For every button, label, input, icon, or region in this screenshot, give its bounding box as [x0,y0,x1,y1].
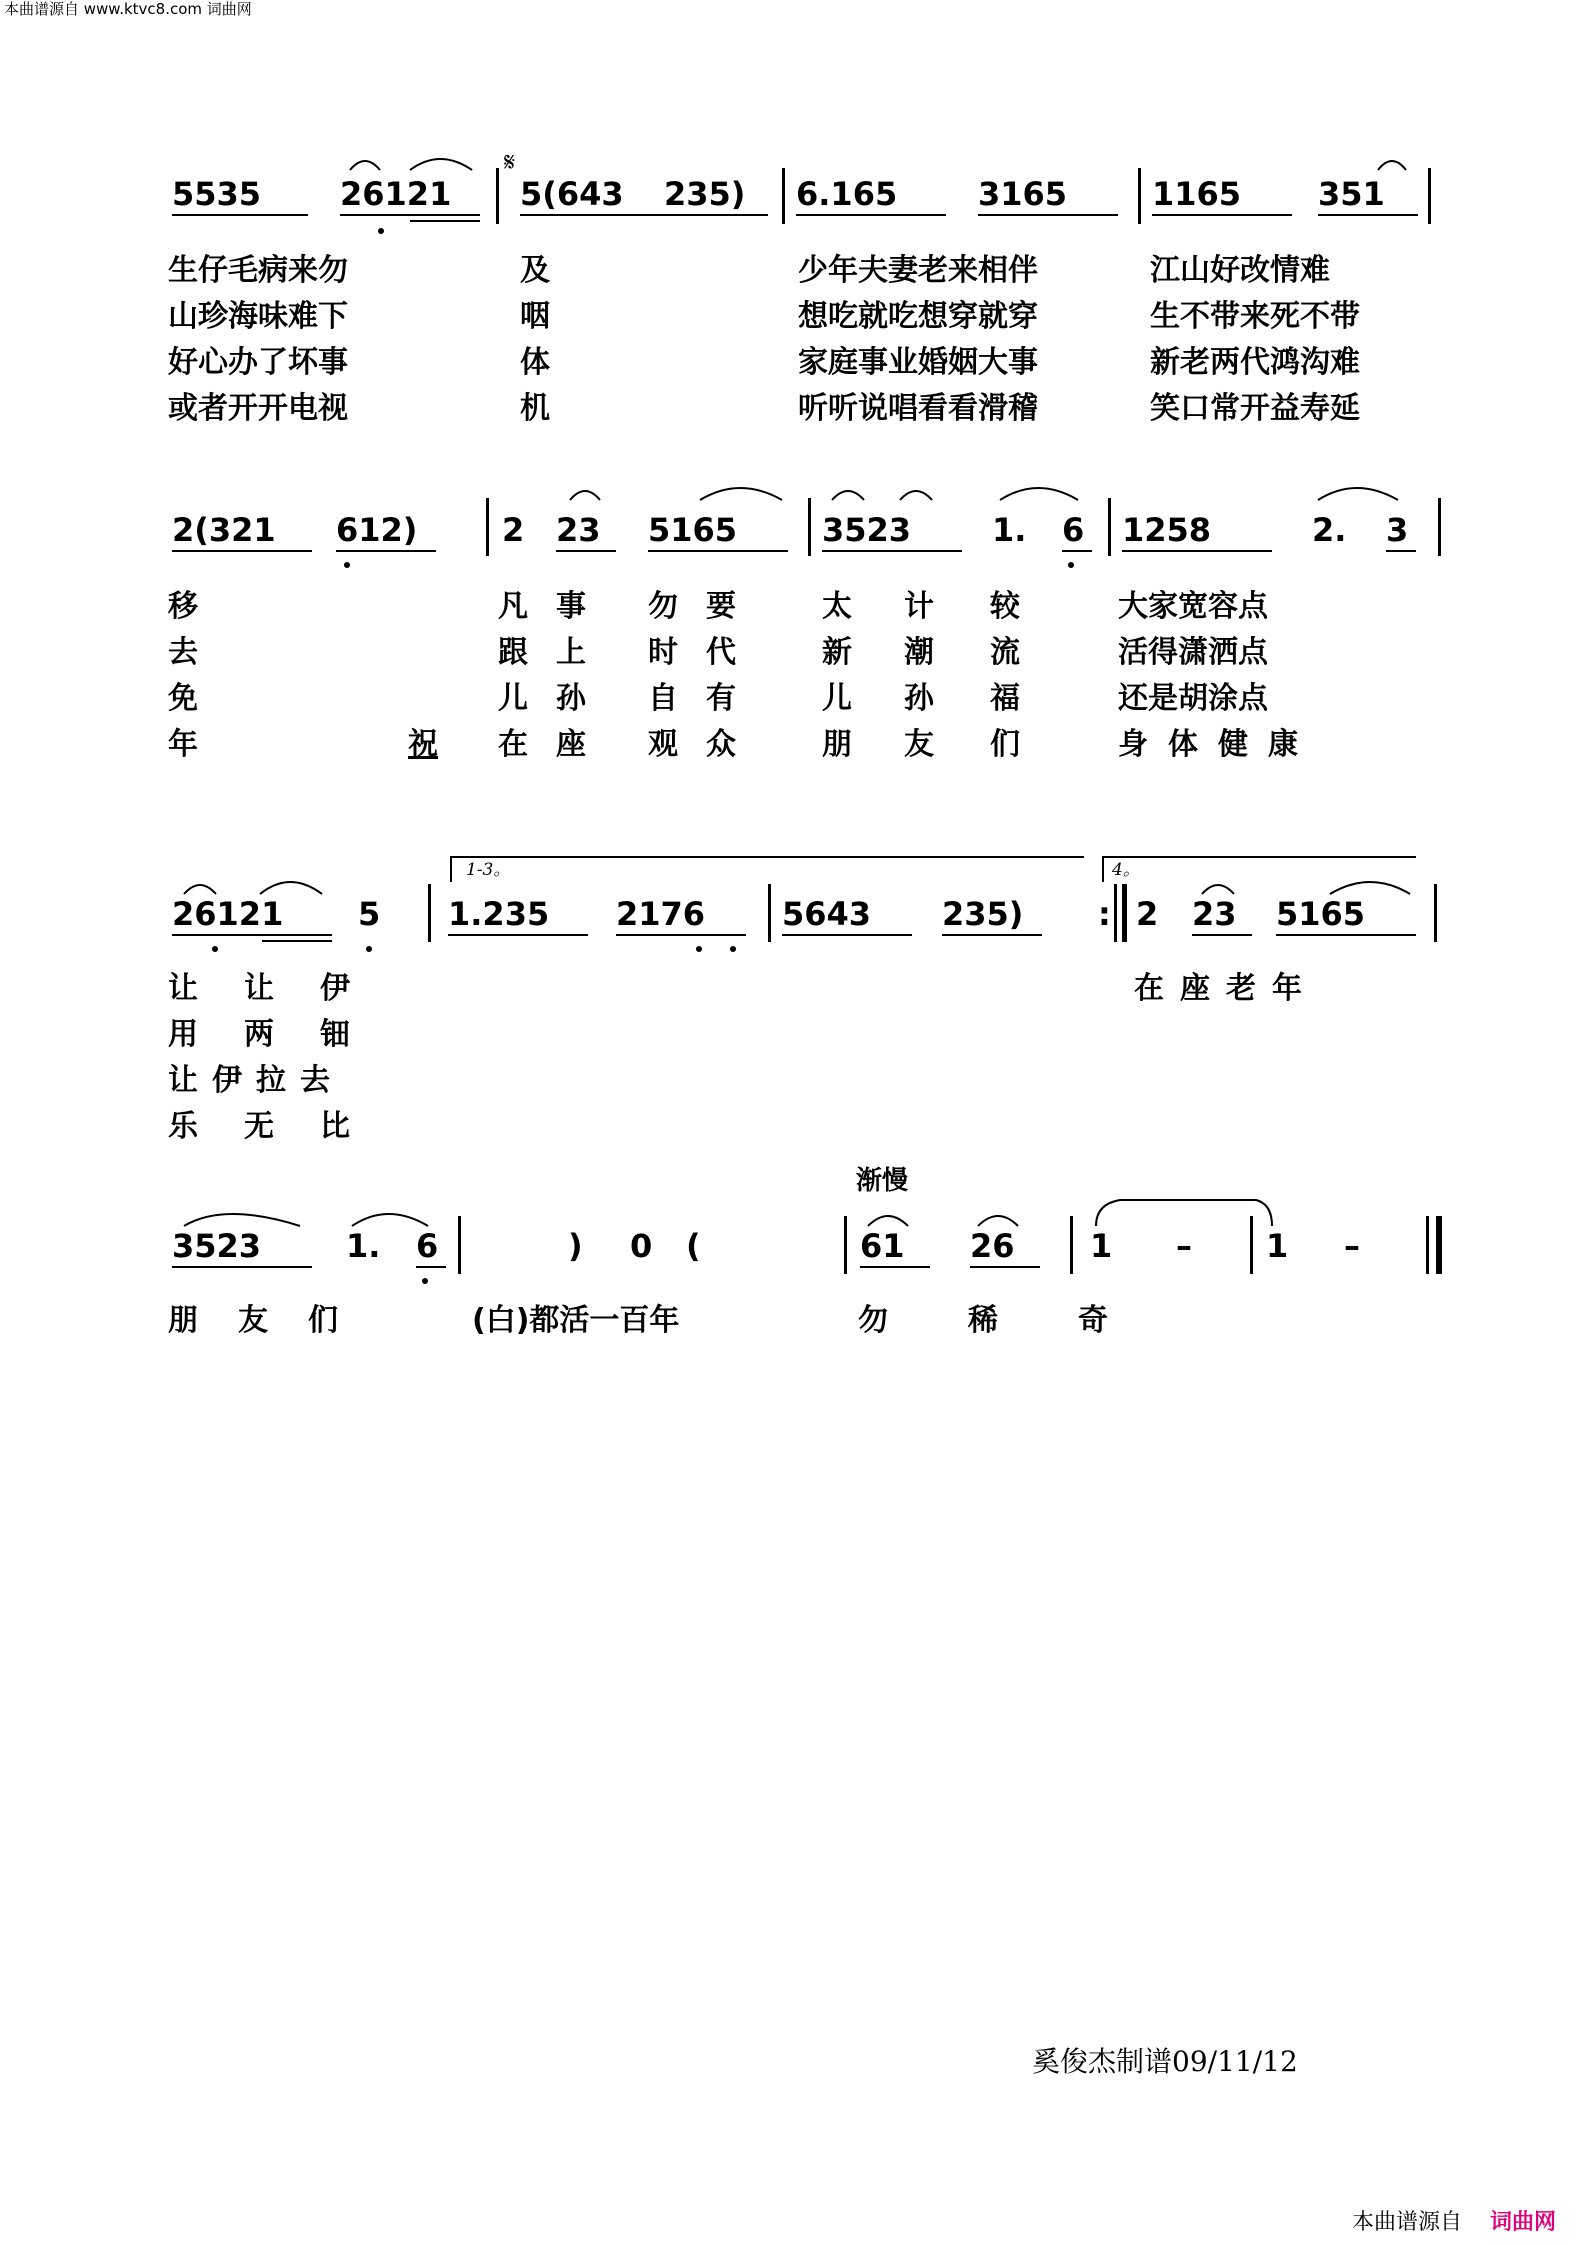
note-group: 5535 [172,175,262,213]
lyric-d: 生不带来死不带 [1150,299,1360,334]
lyric-b: 机 [520,391,550,426]
lyric: 用两钿 [168,1017,396,1052]
octave-dot [730,946,736,952]
tempo-mark: 渐慢 [856,1166,909,1196]
note-group: 3165 [978,175,1068,213]
octave-dot [422,1278,428,1284]
note-group: 3523 [822,511,912,549]
lyric: 移 [168,589,198,624]
slur-marks [0,440,1586,560]
note-group: 1165 [1152,175,1242,213]
note-group: ( [686,1227,701,1265]
segno-sign: 𝄋 [504,148,516,178]
lyric: 去 [168,635,198,670]
lyric: 跟上 [498,635,614,670]
note-group: 1258 [1122,511,1212,549]
note-group: 235) [664,175,746,213]
note-group: 23 [1192,895,1237,933]
lyric-b: 体 [520,345,550,380]
lyric: 较 [990,589,1020,624]
lyric: 还是胡涂点 [1118,681,1268,716]
note-group: 351 [1318,175,1385,213]
octave-dot [212,946,218,952]
lyric: 福 [990,681,1020,716]
first-ending-label: 1-3。 [466,860,511,880]
lyric: 在座老年 [1134,971,1318,1006]
lyric: 时代 [648,635,764,670]
lyric: 乐无比 [168,1109,396,1144]
lyric-d: 笑口常开益寿延 [1150,391,1360,426]
note-group: 3 [1386,511,1409,549]
lyric: 活得潇洒点 [1118,635,1268,670]
note-group: 5643 [782,895,872,933]
note-group: 235) [942,895,1024,933]
source-header: 本曲谱源自 www.ktvc8.com 词曲网 [4,0,252,18]
lyric: 朋友们 [168,1303,378,1338]
note-group: – [1176,1227,1192,1265]
note-group: 26 [970,1227,1015,1265]
note-group: ) [568,1227,583,1265]
note-group: 26121 [172,895,284,933]
lyric: 在座 [498,727,614,762]
note-group: 1 [1266,1227,1289,1265]
octave-dot [696,946,702,952]
note-group: 5165 [1276,895,1366,933]
note-group: – [1344,1227,1360,1265]
lyric-b: 及 [520,253,550,288]
lyric-a: 山珍海味难下 [168,299,348,334]
lyric-b: 咽 [520,299,550,334]
lyric: 新潮 [822,635,986,670]
lyric-d: 新老两代鸿沟难 [1150,345,1360,380]
note-group: 26121 [340,175,452,213]
lyric: 自有 [648,681,764,716]
octave-dot [344,562,350,568]
note-group: 5(643 [520,175,624,213]
note-group: 1.235 [448,895,550,933]
footer-site-logo[interactable]: 词曲网 [1490,2210,1557,2235]
note-group: 6 [1062,511,1085,549]
note-group: 61 [860,1227,905,1265]
lyric: 太计 [822,589,986,624]
lyric: 祝 [408,727,438,762]
note-group: 0 [630,1227,653,1265]
lyric: 观众 [648,727,764,762]
note-group: 6 [416,1227,439,1265]
lyric: (白)都活一百年 [472,1303,680,1338]
beat-underline [262,940,332,942]
lyric-c: 想吃就吃想穿就穿 [798,299,1038,334]
lyric: 勿要 [648,589,764,624]
footer-source-label: 本曲谱源自 [1352,2210,1463,2235]
lyric: 大家宽容点 [1118,589,1268,624]
lyric: 身体健康 [1118,727,1318,762]
octave-dot [366,946,372,952]
note-group: 3523 [172,1227,262,1265]
note-group: 2 [1136,895,1159,933]
note-group: 612) [336,511,418,549]
lyric-c: 听听说唱看看滑稽 [798,391,1038,426]
lyric: 让让伊 [168,971,396,1006]
note-group: 1 [1090,1227,1113,1265]
lyric-a: 好心办了坏事 [168,345,348,380]
lyric: 年 [168,727,198,762]
lyric: 朋友 [822,727,986,762]
lyric: 们 [990,727,1020,762]
lyric-a: 或者开开电视 [168,391,348,426]
lyric: 儿孙 [498,681,614,716]
slur-marks [0,840,1586,940]
repeat-sign: : [1098,895,1111,933]
note-group: 6.165 [796,175,898,213]
lyric-a: 生仔毛病来勿 [168,253,348,288]
lyric-c: 家庭事业婚姻大事 [798,345,1038,380]
lyric-c: 少年夫妻老来相伴 [798,253,1038,288]
note-group: 1. [346,1227,381,1265]
note-group: 5165 [648,511,738,549]
lyric: 免 [168,681,198,716]
note-group: 1. [992,511,1027,549]
lyric: 儿孙 [822,681,986,716]
second-ending-label: 4。 [1112,860,1140,880]
note-group: 2 [502,511,525,549]
lyric: 流 [990,635,1020,670]
lyric: 凡事 [498,589,614,624]
transcriber-credit: 奚俊杰制谱09/11/12 [1032,2045,1298,2078]
note-group: 2(321 [172,511,276,549]
slur-marks [0,1166,1586,1270]
note-group: 2176 [616,895,706,933]
lyric: 勿稀奇 [858,1303,1188,1338]
note-group: 2. [1312,511,1347,549]
lyric: 让伊拉去 [168,1063,344,1098]
note-group: 23 [556,511,601,549]
note-group: 5 [358,895,381,933]
octave-dot [1068,562,1074,568]
lyric-d: 江山好改情难 [1150,253,1330,288]
